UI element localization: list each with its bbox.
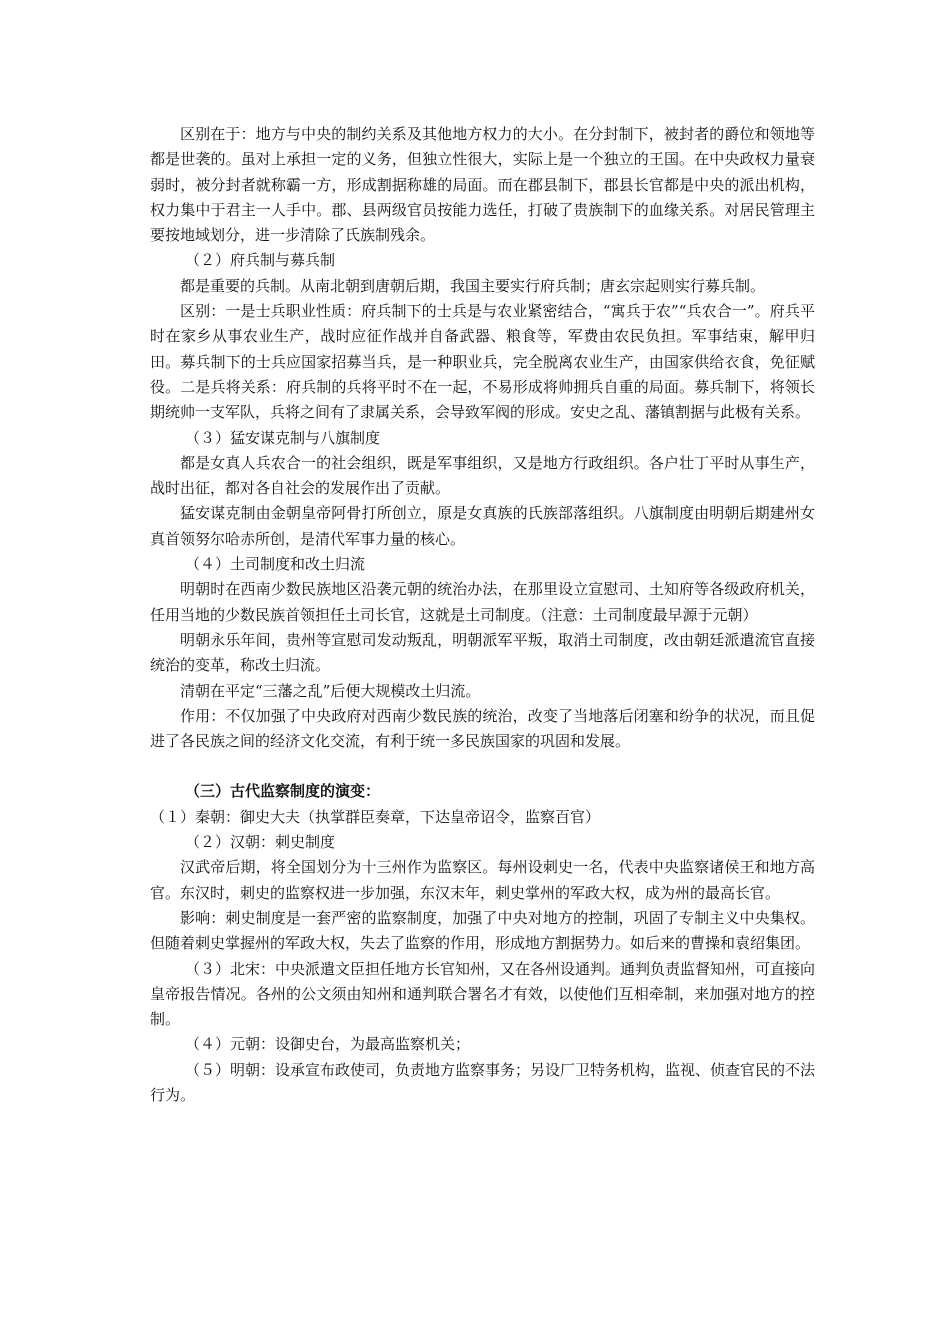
item-han-cishi: （２）汉朝：刺史制度 (185, 833, 336, 852)
paragraph-gaitu-effect: 作用：不仅加强了中央政府对西南少数民族的统治，改变了当地落后闭塞和纷争的状况，而且促进了各民族之间的经济文化交流，有利于统一多民族国家的巩固和发展。 (150, 706, 815, 751)
paragraph-qing-gaitu: 清朝在平定“三藩之乱”后便大规模改土归流。 (180, 681, 481, 700)
paragraph-mengan-baqi-origin: 猛安谋克制由金朝皇帝阿骨打所创立，原是女真族的氏族部落组织。八旗制度由明朝后期建州女真首领努尔哈赤所创，是清代军事力量的核心。 (150, 504, 815, 548)
section-heading-jiancha: （三）古代监察制度的演变： (185, 782, 381, 801)
paragraph-tusi-definition: 明朝时在西南少数民族地区沿袭元朝的统治办法，在那里设立宣慰司、土知府等各级政府机关，任用当地的少数民族首领担任土司长官，这就是土司制度。（注意：土司制度最早源于元朝） (150, 580, 815, 624)
subheading-mengan-baqi: （３）猛安谋克制与八旗制度 (185, 428, 381, 447)
paragraph-fengjian-vs-junxian: 区别在于：地方与中央的制约关系及其他地方权力的大小。在分封制下，被封者的爵位和领地等都是世袭的。虽对上承担一定的义务，但独立性很大，实际上是一个独立的王国。在中央政权力量衰弱时，被分封者就称霸一方，形成割据称雄的局面。而在郡县制下，郡县长官都是中央的派出机构，权力集中于君主一人手中。郡、县两级官员按能力选任，打破了贵族制下的血缘关系。对居民管理主要按地域划分，进一步清除了氏族制残余。 (150, 125, 815, 245)
item-beisong-tongpan: （３）北宋：中央派遣文臣担任地方长官知州，又在各州设通判。通判负责监督知州，可直接向皇帝报告情况。各州的公文须由知州和通判联合署名才有效，以使他们互相牵制，来加强对地方的控制。 (150, 959, 816, 1029)
subheading-fubing-mubing: （２）府兵制与募兵制 (185, 251, 336, 270)
paragraph-gaitu-guiliu: 明朝永乐年间，贵州等宣慰司发动叛乱，明朝派军平叛，取消土司制度，改由朝廷派遣流官直接统治的变革，称改土归流。 (150, 630, 815, 675)
paragraph-cishi-influence: 影响：刺史制度是一套严密的监察制度，加强了中央对地方的控制，巩固了专制主义中央集权。但随着刺史掌握州的军政大权，失去了监察的作用，形成地方割据势力。如后来的曹操和袁绍集团。 (150, 908, 815, 953)
paragraph-mengan-baqi-common: 都是女真人兵农合一的社会组织，既是军事组织，又是地方行政组织。各户壮丁平时从事生产，战时出征，都对各自社会的发展作出了贡献。 (150, 453, 815, 498)
item-ming-changwei: （５）明朝：设承宣布政使司，负责地方监察事务；另设厂卫特务机构，监视、侦查官民的不法行为。 (150, 1060, 816, 1104)
paragraph-bingzhi-difference: 区别：一是士兵职业性质：府兵制下的士兵是与农业紧密结合，“寓兵于农”“兵农合一”。府兵平时在家乡从事农业生产，战时应征作战并自备武器、粮食等，军费由农民负担。军事结束，解甲归田。募兵制下的士兵应国家招募当兵，是一种职业兵，完全脱离农业生产，由国家供给衣食，免征赋役。二是兵将关系：府兵制的兵将平时不在一起，不易形成将帅拥兵自重的局面。募兵制下，将领长期统帅一支军队，兵将之间有了隶属关系，会导致军阀的形成。安史之乱、藩镇割据与此极有关系。 (150, 302, 815, 422)
document-page (150, 122, 815, 1108)
subheading-tusi-gaitu: （４）土司制度和改土归流 (185, 555, 366, 574)
paragraph-bingzhi-intro: 都是重要的兵制。从南北朝到唐朝后期，我国主要实行府兵制；唐玄宗起则实行募兵制。 (180, 276, 766, 295)
item-qin-yushi: （１）秦朝：御史大夫（执掌群臣奏章，下达皇帝诏令，监察百官） (150, 807, 601, 826)
paragraph-han-cishi-detail: 汉武帝后期，将全国划分为十三州作为监察区。每州设刺史一名，代表中央监察诸侯王和地方高官。东汉时，刺史的监察权进一步加强，东汉末年，刺史掌州的军政大权，成为州的最高长官。 (150, 858, 815, 902)
item-yuan-yushitai: （４）元朝：设御史台，为最高监察机关； (185, 1035, 471, 1054)
